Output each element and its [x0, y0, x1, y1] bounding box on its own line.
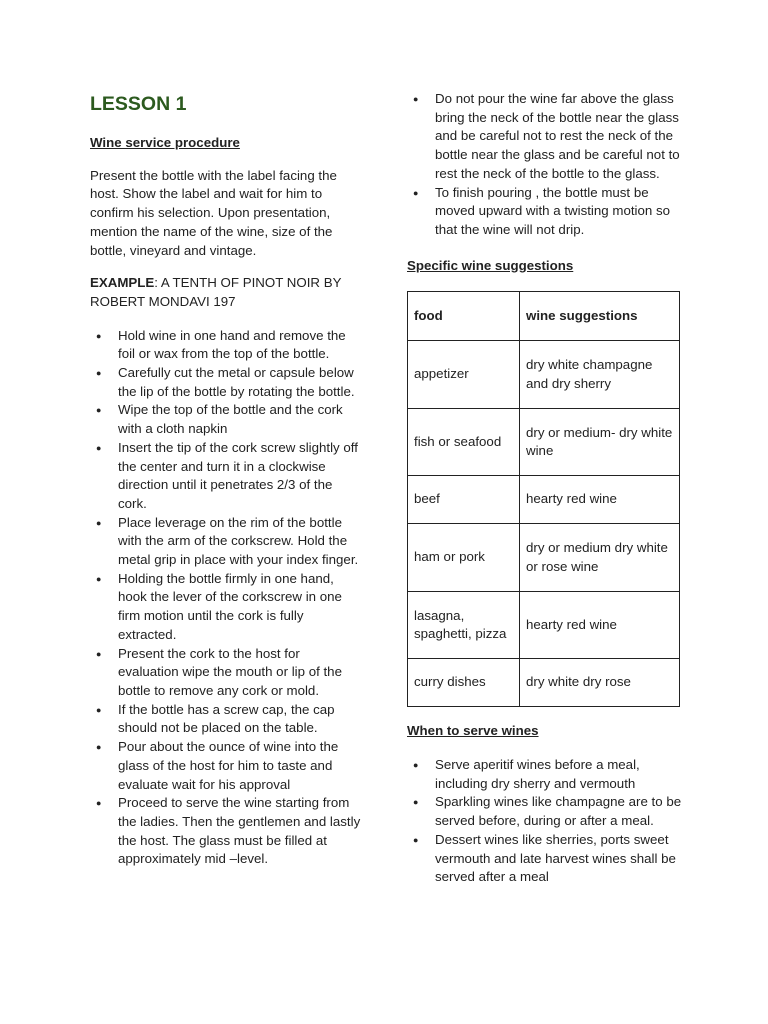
list-item: ● Hold wine in one hand and remove the foil or wax from the top of the bottle. [90, 327, 362, 364]
suggestions-heading: Specific wine suggestions [407, 257, 574, 273]
food-cell: lasagna, spaghetti, pizza [408, 592, 520, 659]
list-item: ● To finish pouring , the bottle must be moved upward with a twisting motion so that the wine will not drip. [407, 184, 682, 240]
list-item: ● Proceed to serve the wine starting from the ladies. Then the gentlemen and lastly the host. The glass must be filled at approximately mid –level. [90, 794, 362, 869]
example-text: : A TENTH OF PINOT NOIR BY ROBERT MONDAVI 197 [90, 275, 342, 309]
wine-cell: dry or medium dry white or rose wine [520, 524, 680, 592]
food-cell: ham or pork [408, 524, 520, 592]
list-item: ● Insert the tip of the cork screw slightly off the center and turn it in a clockwise direction until it penetrates 2/3 of the cork. [90, 439, 362, 514]
wine-cell: hearty red wine [520, 592, 680, 659]
when-to-serve-heading: When to serve wines [407, 723, 539, 739]
list-item: ● Holding the bottle firmly in one hand, hook the lever of the corkscrew in one firm motion until the cork is fully extracted. [90, 570, 362, 645]
food-cell: fish or seafood [408, 409, 520, 476]
table-header-row [408, 292, 680, 341]
list-item: ● Present the cork to the host for evaluation wipe the mouth or lip of the bottle to remove any cork or mold. [90, 645, 362, 701]
wine-cell: dry white dry rose [520, 659, 680, 707]
example-paragraph [90, 274, 362, 311]
wine-suggestions-table [407, 291, 680, 707]
list-item: ● Place leverage on the rim of the bottle with the arm of the corkscrew. Hold the metal grip in place with your index finger. [90, 514, 362, 570]
table-row [408, 341, 680, 409]
column-header-food: food [408, 292, 520, 341]
list-item: ● Dessert wines like sherries, ports sweet vermouth and late harvest wines shall be served after a meal [407, 831, 682, 887]
list-item: ● If the bottle has a screw cap, the cap should not be placed on the table. [90, 701, 362, 738]
list-item: ● Serve aperitif wines before a meal, including dry sherry and vermouth [407, 756, 682, 793]
food-cell: beef [408, 476, 520, 524]
wine-cell: hearty red wine [520, 476, 680, 524]
list-item: ● Wipe the top of the bottle and the cork with a cloth napkin [90, 401, 362, 438]
when-to-serve-list [407, 756, 682, 887]
wine-cell: dry white champagne and dry sherry [520, 341, 680, 409]
list-item: ● Sparkling wines like champagne are to be served before, during or after a meal. [407, 793, 682, 830]
table-row [408, 476, 680, 524]
left-column [90, 90, 362, 869]
food-cell: appetizer [408, 341, 520, 409]
intro-paragraph: Present the bottle with the label facing the host. Show the label and wait for him to confirm his selection. Upon presentation, mention the name of the wine, size of the bottle, vineyard and vintage. [90, 167, 337, 258]
food-cell: curry dishes [408, 659, 520, 707]
lesson-title: LESSON 1 [90, 93, 187, 115]
right-column [407, 90, 682, 887]
table-row [408, 524, 680, 592]
table-row [408, 409, 680, 476]
procedure-list-continued [407, 90, 682, 240]
list-item: ● Do not pour the wine far above the glass bring the neck of the bottle near the glass and be careful not to rest the neck of the bottle near the glass and be careful not to rest the neck of the bottle to the glass. [407, 90, 682, 184]
list-item: ● Pour about the ounce of wine into the glass of the host for him to taste and evaluate wait for his approval [90, 738, 362, 794]
table-row [408, 592, 680, 659]
wine-cell: dry or medium- dry white wine [520, 409, 680, 476]
table-row [408, 659, 680, 707]
example-label: EXAMPLE [90, 275, 155, 291]
wine-service-heading: Wine service procedure [90, 135, 240, 150]
list-item: ● Carefully cut the metal or capsule below the lip of the bottle by rotating the bottle. [90, 364, 362, 401]
column-header-wine: wine suggestions [520, 292, 680, 341]
procedure-list [90, 327, 362, 869]
